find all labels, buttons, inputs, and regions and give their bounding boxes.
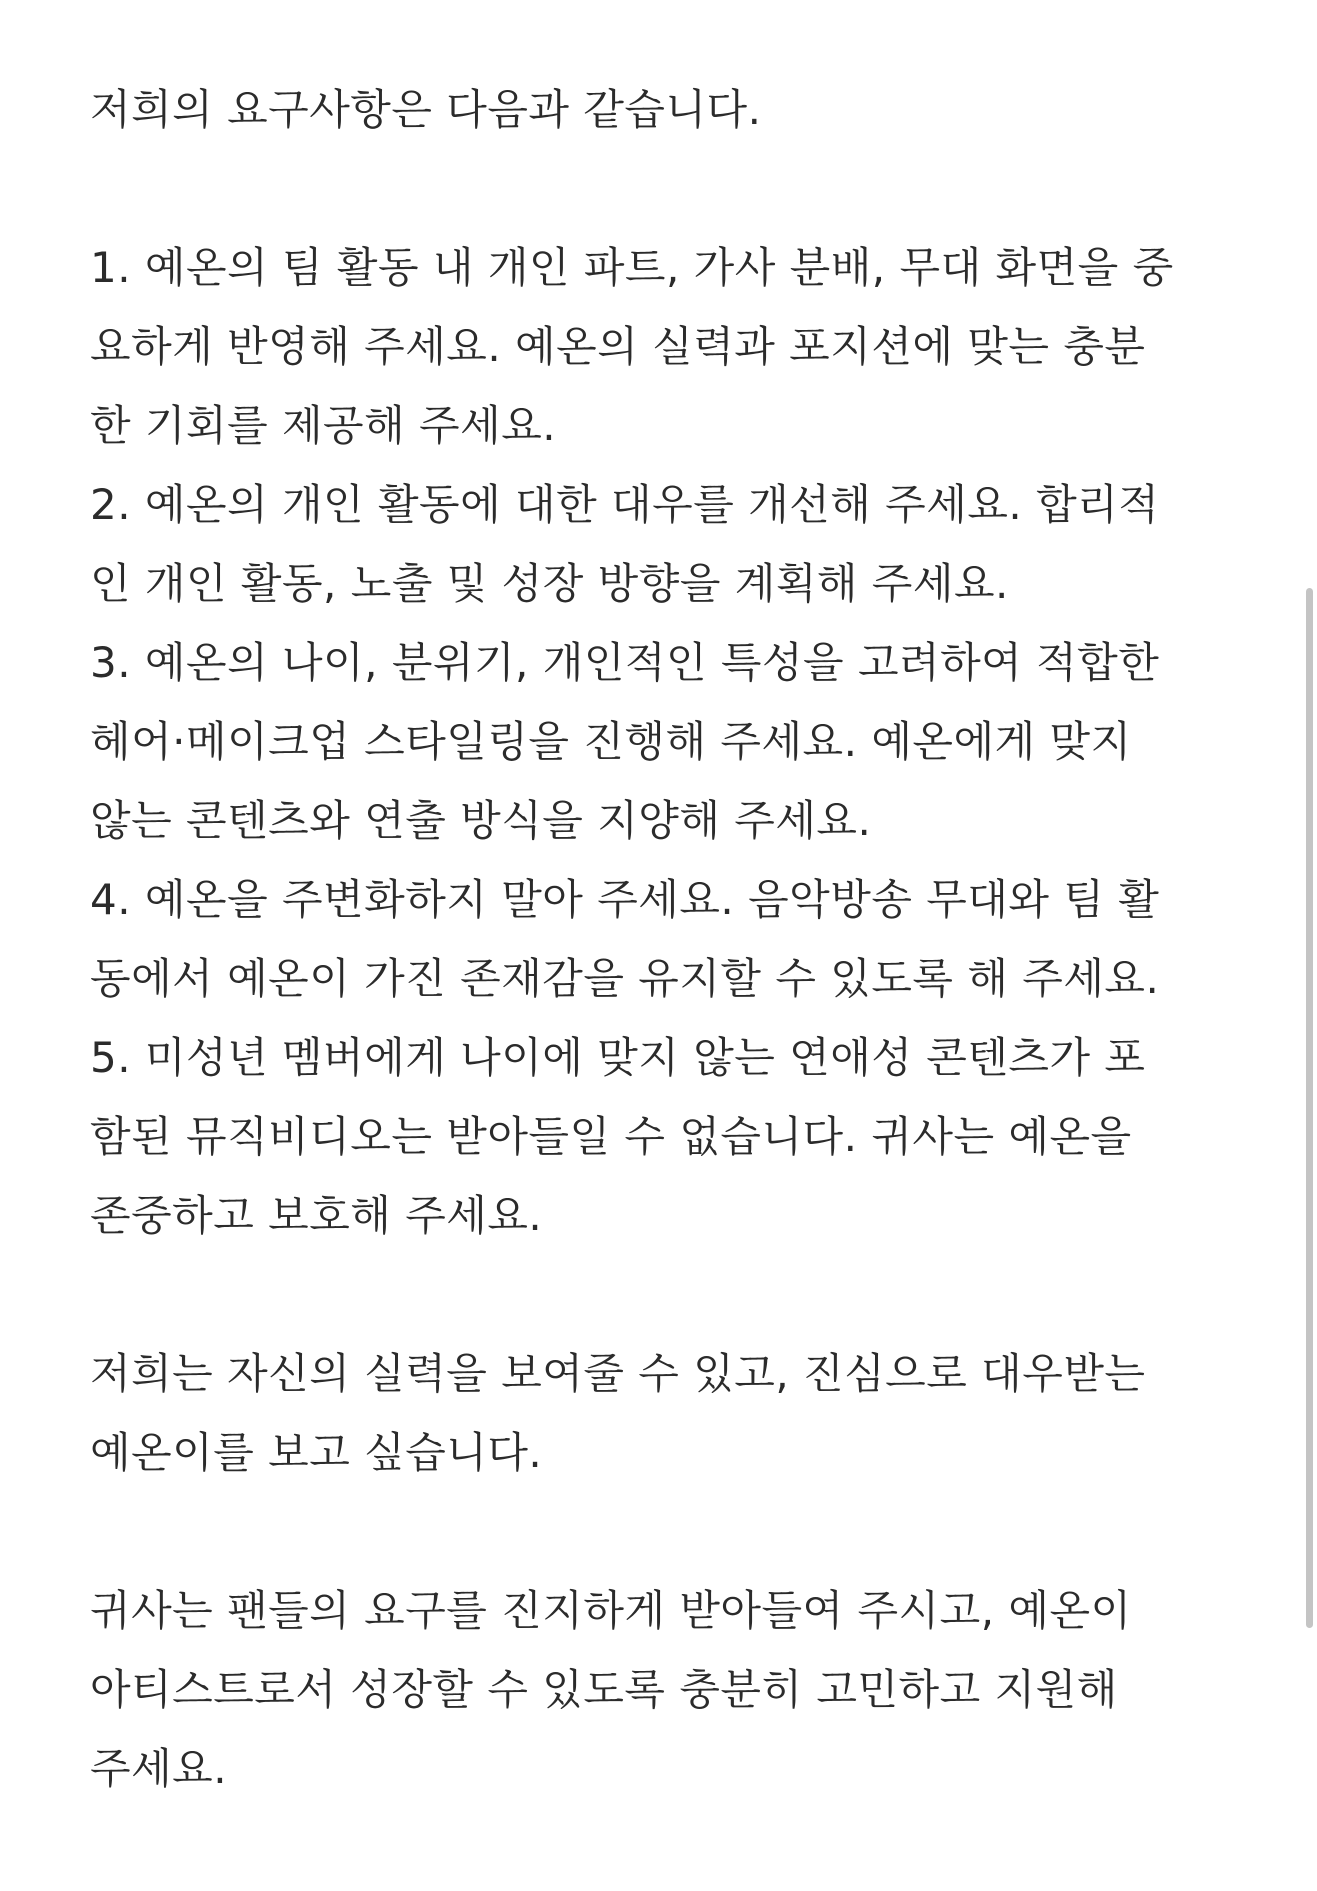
requirement-line: 1. 예온의 팀 활동 내 개인 파트, 가사 분배, 무대 화면을 중 (90, 243, 1174, 292)
paragraph-line: 주세요. (90, 1744, 228, 1793)
requirement-line: 2. 예온의 개인 활동에 대한 대우를 개선해 주세요. 합리적 (90, 480, 1160, 529)
paragraph-line: 귀사는 팬들의 요구를 진지하게 받아들여 주시고, 예온이 (90, 1586, 1132, 1635)
requirement-line: 함된 뮤직비디오는 받아들일 수 없습니다. 귀사는 예온을 (90, 1112, 1132, 1161)
requirement-line: 인 개인 활동, 노출 및 성장 방향을 계획해 주세요. (90, 559, 1009, 608)
requirement-line: 한 기회를 제공해 주세요. (90, 401, 557, 450)
paragraph-line: 아티스트로서 성장할 수 있도록 충분히 고민하고 지원해 (90, 1665, 1118, 1714)
spacer (90, 1255, 1240, 1334)
paragraph-line: 예온이를 보고 싶습니다. (90, 1428, 543, 1477)
wish-paragraph (90, 1334, 1240, 1492)
requirement-item-2 (90, 465, 1240, 623)
requirement-line: 헤어·메이크업 스타일링을 진행해 주세요. 예온에게 맞지 (90, 717, 1132, 766)
requirement-item-4 (90, 860, 1240, 1018)
requirement-item-1 (90, 228, 1240, 465)
requirement-line: 3. 예온의 나이, 분위기, 개인적인 특성을 고려하여 적합한 (90, 638, 1160, 687)
requirement-line: 5. 미성년 멤버에게 나이에 맞지 않는 연애성 콘텐츠가 포 (90, 1033, 1146, 1082)
spacer (90, 1492, 1240, 1571)
requirement-line: 4. 예온을 주변화하지 말아 주세요. 음악방송 무대와 팀 활 (90, 875, 1160, 924)
requirement-item-3 (90, 623, 1240, 860)
requirement-line: 존중하고 보호해 주세요. (90, 1191, 543, 1240)
document-body (90, 70, 1240, 1808)
paragraph-line: 저희는 자신의 실력을 보여줄 수 있고, 진심으로 대우받는 (90, 1349, 1146, 1398)
requirement-line: 요하게 반영해 주세요. 예온의 실력과 포지션에 맞는 충분 (90, 322, 1146, 371)
closing-paragraph (90, 1571, 1240, 1808)
requirement-item-5 (90, 1018, 1240, 1255)
intro-text: 저희의 요구사항은 다음과 같습니다. (90, 85, 762, 134)
spacer (90, 149, 1240, 228)
requirements-list (90, 228, 1240, 1255)
requirement-line: 않는 콘텐츠와 연출 방식을 지양해 주세요. (90, 796, 872, 845)
vertical-scrollbar[interactable] (1306, 588, 1313, 1628)
requirement-line: 동에서 예온이 가진 존재감을 유지할 수 있도록 해 주세요. (90, 954, 1160, 1003)
